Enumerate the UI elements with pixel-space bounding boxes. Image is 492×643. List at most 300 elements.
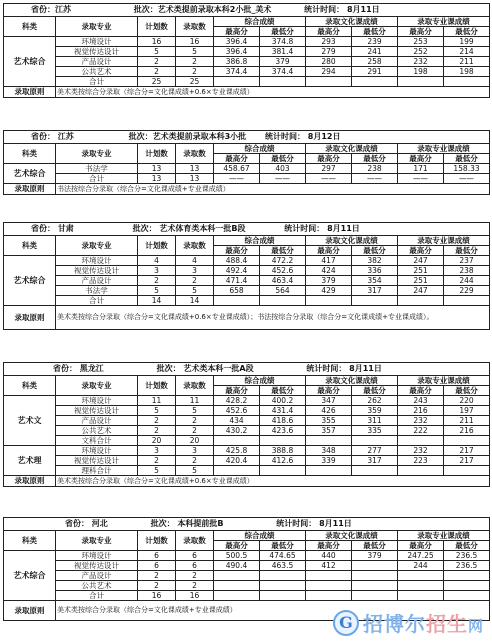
score-cell [444,436,490,446]
score-cell: 5 [176,286,214,296]
major-cell: 产品设计 [56,571,138,581]
score-cell: 458.67 [214,164,260,174]
header-culture: 录取文化课成绩 [306,17,398,27]
score-cell: 279 [306,47,352,57]
score-cell: 339 [306,456,352,466]
score-cell [214,571,260,581]
table-row [4,396,490,406]
score-cell: 463.4 [260,276,306,286]
score-cell [306,571,352,581]
header-pro: 录取专业课成绩 [398,531,490,541]
score-cell [444,581,490,591]
header-min: 最低分 [352,386,398,396]
major-cell: 合计 [56,174,138,184]
major-cell: 文科合计 [56,436,138,446]
province-label: 省份： 甘肃 [31,224,74,233]
score-cell: 5 [138,406,176,416]
header-major: 录取专业 [56,376,138,396]
watermark-brand: 招博尔 [362,612,426,636]
table-row [4,406,490,416]
score-cell: 379 [260,57,306,67]
header-category: 科类 [4,376,56,396]
score-cell: 426 [306,406,352,416]
major-cell: 环境设计 [56,37,138,47]
score-cell [260,296,306,306]
score-cell: 429 [306,286,352,296]
major-cell: 公共艺术 [56,426,138,436]
major-cell: 书法学 [56,164,138,174]
score-cell [214,581,260,591]
header-admit: 录取数 [176,17,214,37]
score-cell: 216 [444,426,490,436]
score-cell: 199 [444,37,490,47]
category-cell: 艺术理 [4,446,56,476]
score-cell: 2 [176,67,214,77]
score-cell: 3 [138,446,176,456]
score-cell: 488.4 [214,256,260,266]
score-cell [444,591,490,601]
header-max: 最高分 [306,154,352,164]
score-cell: 13 [176,174,214,184]
score-cell: 336 [352,266,398,276]
header-culture: 录取文化课成绩 [306,236,398,246]
score-cell [260,466,306,476]
major-cell: 合计 [56,77,138,87]
table-row [4,416,490,426]
score-cell: 472.2 [260,256,306,266]
table-row [4,551,490,561]
header-culture: 录取文化课成绩 [306,144,398,154]
score-cell [352,77,398,87]
header-min: 最低分 [260,27,306,37]
header-max: 最高分 [306,386,352,396]
score-cell [444,466,490,476]
rule-label: 录取原则 [4,306,56,330]
score-cell [306,466,352,476]
score-cell: 463.5 [260,561,306,571]
score-cell: 297 [306,164,352,174]
score-cell: 412 [306,561,352,571]
score-cell: 2 [138,426,176,436]
score-cell: 222 [398,426,444,436]
score-cell: 354 [352,276,398,286]
header-max: 最高分 [214,27,260,37]
header-category: 科类 [4,236,56,256]
score-cell: 262 [352,396,398,406]
score-cell: 11 [176,396,214,406]
score-cell: 243 [398,396,444,406]
score-cell: —— [260,174,306,184]
category-cell: 艺术综合 [4,256,56,306]
table-row [4,426,490,436]
score-cell: 2 [176,571,214,581]
score-cell: 2 [138,276,176,286]
score-cell: 400.2 [260,396,306,406]
header-max: 最高分 [398,246,444,256]
major-cell: 公共艺术 [56,581,138,591]
score-cell: 2 [176,581,214,591]
province-label: 省份： 黑龙江 [53,364,104,373]
score-cell: 25 [176,77,214,87]
admission-rule: 美术类按综合分录取（综合分=文化课成绩+0.6×专业课成绩）；书法按综合分录取（综合分=文化课成绩+专业课成绩）。 [56,306,490,330]
score-cell: 13 [176,164,214,174]
score-cell: 388.8 [260,446,306,456]
table-row [4,561,490,571]
score-cell: 171 [398,164,444,174]
score-cell: 6 [138,551,176,561]
score-cell: 13 [138,174,176,184]
score-cell: 16 [138,37,176,47]
score-cell: 374.4 [214,67,260,77]
score-cell: 294 [306,67,352,77]
score-cell: 471.4 [214,276,260,286]
score-cell: 3 [138,266,176,276]
table-row [4,286,490,296]
table-row [4,436,490,446]
score-cell: 2 [138,581,176,591]
table-row [4,77,490,87]
header-culture: 录取文化课成绩 [306,376,398,386]
header-max: 最高分 [398,386,444,396]
score-cell: 214 [444,47,490,57]
score-cell: 382 [352,256,398,266]
score-cell [398,571,444,581]
score-cell: 247 [398,256,444,266]
score-cell: 217 [444,446,490,456]
score-cell: 158.33 [444,164,490,174]
score-cell: 347 [306,396,352,406]
table-row [4,266,490,276]
header-min: 最低分 [352,541,398,551]
province-label: 省份： 河北 [65,519,108,528]
header-max: 最高分 [306,541,352,551]
score-cell: 2 [138,456,176,466]
header-max: 最高分 [214,386,260,396]
score-cell: 2 [138,67,176,77]
header-min: 最低分 [260,386,306,396]
admission-rule: 美术类按综合分录取（综合分=文化课成绩+0.6×专业课成绩） [56,476,490,487]
score-cell: 237 [444,256,490,266]
header-composite: 综合成绩 [214,236,306,246]
header-pro: 录取专业课成绩 [398,17,490,27]
score-cell: 403 [260,164,306,174]
score-cell: 396.4 [214,47,260,57]
site-watermark [333,608,484,637]
score-cell: —— [352,174,398,184]
score-cell: 374.8 [260,37,306,47]
score-cell [214,436,260,446]
watermark-highlight: 招生 [425,612,468,636]
major-cell: 视觉传达设计 [56,266,138,276]
score-cell: 211 [444,416,490,426]
table-row [4,296,490,306]
major-cell: 视觉传达设计 [56,406,138,416]
admission-rule: 书法按综合分录取（综合分=文化课成绩+专业课成绩） [56,184,490,195]
header-max: 最高分 [306,27,352,37]
score-cell [260,581,306,591]
major-cell: 公共艺术 [56,67,138,77]
score-cell: 355 [306,416,352,426]
watermark-suffix: 网 [467,617,484,635]
score-cell: 252 [398,47,444,57]
header-max: 最高分 [214,246,260,256]
table-row [4,57,490,67]
score-cell: 386.8 [214,57,260,67]
category-cell: 艺术综合 [4,551,56,601]
score-cell [352,296,398,306]
header-composite: 综合成绩 [214,531,306,541]
score-cell [398,591,444,601]
header-major: 录取专业 [56,17,138,37]
batch-label: 批次：艺术类提前录取本科2小批_美术 [133,5,272,14]
header-composite: 综合成绩 [214,17,306,27]
score-cell: 239 [352,37,398,47]
score-cell [352,571,398,581]
score-cell [352,591,398,601]
admission-table-heilongjiang [3,362,489,487]
score-cell [214,296,260,306]
header-max: 最高分 [214,154,260,164]
score-cell: 247 [398,286,444,296]
score-cell: —— [306,174,352,184]
table-row [4,47,490,57]
score-cell: 244 [398,561,444,571]
score-cell: 425.8 [214,446,260,456]
header-pro: 录取专业课成绩 [398,144,490,154]
header-pro: 录取专业课成绩 [398,376,490,386]
score-cell: 2 [176,57,214,67]
major-cell: 环境设计 [56,396,138,406]
major-cell: 视觉传达设计 [56,561,138,571]
stat-time-label: 统计时间： 8月12日 [264,132,341,141]
score-cell: 236.5 [444,561,490,571]
score-cell: 5 [138,47,176,57]
table-row [4,67,490,77]
major-cell: 合计 [56,591,138,601]
major-cell: 环境设计 [56,551,138,561]
score-cell: 490.4 [214,561,260,571]
table-row [4,276,490,286]
score-cell: 232 [398,416,444,426]
score-cell: 2 [176,416,214,426]
batch-label: 批次： 艺术类本科一批A段 [156,364,254,373]
score-cell: 16 [176,591,214,601]
score-cell: 311 [352,416,398,426]
score-cell: 3 [176,446,214,456]
score-cell: 16 [138,591,176,601]
score-cell: 2 [138,416,176,426]
header-max: 最高分 [398,154,444,164]
score-cell: 223 [398,456,444,466]
score-cell: 4 [176,256,214,266]
table-row [4,256,490,266]
score-cell [260,571,306,581]
header-min: 最低分 [352,27,398,37]
table-title-bar [4,518,490,531]
major-cell: 产品设计 [56,416,138,426]
score-cell: 424 [306,266,352,276]
score-cell: 317 [352,456,398,466]
score-cell [306,296,352,306]
score-cell: 2 [176,276,214,286]
table-row [4,456,490,466]
major-cell: 环境设计 [56,256,138,266]
header-plan: 计划数 [138,531,176,551]
watermark-text [363,608,484,637]
score-cell: 251 [398,276,444,286]
score-cell: 357 [306,426,352,436]
header-admit: 录取数 [176,376,214,396]
score-cell [398,466,444,476]
stat-time-label: 统计时间： 8月11日 [284,224,360,233]
admission-table-hebei [3,517,489,621]
table-title-bar [4,363,490,376]
score-cell [260,436,306,446]
score-cell [306,581,352,591]
header-max: 最高分 [398,541,444,551]
score-cell [260,591,306,601]
score-cell: 6 [176,551,214,561]
header-min: 最低分 [444,154,490,164]
score-cell: 20 [176,436,214,446]
table-title-bar [4,4,490,17]
score-cell: 238 [352,164,398,174]
header-min: 最低分 [444,246,490,256]
score-cell: 2 [138,571,176,581]
major-cell: 产品设计 [56,276,138,286]
header-min: 最低分 [352,246,398,256]
score-cell: 418.6 [260,416,306,426]
score-cell: 474.65 [260,551,306,561]
header-min: 最低分 [260,246,306,256]
province-label: 省份： 江苏 [31,132,74,141]
header-min: 最低分 [444,386,490,396]
score-cell: 211 [444,57,490,67]
rule-label: 录取原则 [4,476,56,487]
header-composite: 综合成绩 [214,144,306,154]
score-cell: 244 [444,276,490,286]
admission-rule: 美术类按综合分录取（综合分=文化课成绩+专业课成绩） [56,601,490,621]
header-min: 最低分 [260,154,306,164]
major-cell: 理科合计 [56,466,138,476]
table-row [4,174,490,184]
rule-label: 录取原则 [4,601,56,621]
category-cell: 艺术综合 [4,37,56,87]
score-cell: 229 [444,286,490,296]
score-cell: 4 [138,256,176,266]
score-cell: 25 [138,77,176,87]
admission-rule: 美术类按综合分录取（综合分=文化课成绩+0.6×专业课成绩） [56,87,490,98]
score-cell: 428.2 [214,396,260,406]
header-category: 科类 [4,531,56,551]
score-cell [352,581,398,591]
score-cell: 241 [352,47,398,57]
score-cell: 381.4 [260,47,306,57]
header-min: 最低分 [352,154,398,164]
score-cell: 280 [306,57,352,67]
major-cell: 视觉传达设计 [56,456,138,466]
header-category: 科类 [4,144,56,164]
score-cell: 500.5 [214,551,260,561]
stat-time-label: 统计时间： 8月11日 [304,5,380,14]
score-cell: 217 [444,456,490,466]
score-cell: 16 [176,37,214,47]
score-cell [444,77,490,87]
header-major: 录取专业 [56,236,138,256]
province-label: 省份：江苏 [31,5,71,14]
score-cell [444,571,490,581]
score-cell: 13 [138,164,176,174]
score-cell: 14 [176,296,214,306]
admission-table-gansu [3,222,489,330]
score-cell: 431.4 [260,406,306,416]
score-cell: 232 [398,446,444,456]
score-cell: 197 [444,406,490,416]
table-row [4,37,490,47]
score-cell: 317 [352,286,398,296]
score-cell: 417 [306,256,352,266]
score-cell: 564 [260,286,306,296]
score-cell: 14 [138,296,176,306]
score-cell: —— [444,174,490,184]
score-cell: 374.4 [260,67,306,77]
score-cell: —— [214,174,260,184]
score-cell: 238 [444,266,490,276]
score-cell: 5 [138,286,176,296]
admission-table-jiangsu-2 [3,130,489,195]
score-cell: 20 [138,436,176,446]
score-cell [352,561,398,571]
header-min: 最低分 [260,541,306,551]
score-cell: 396.4 [214,37,260,47]
header-plan: 计划数 [138,17,176,37]
major-cell: 产品设计 [56,57,138,67]
header-plan: 计划数 [138,376,176,396]
score-cell [398,296,444,306]
score-cell: 291 [352,67,398,77]
score-cell [306,436,352,446]
score-cell: 452.6 [214,406,260,416]
score-cell: 658 [214,286,260,296]
header-major: 录取专业 [56,531,138,551]
score-cell: 359 [352,406,398,416]
batch-label: 批次： 本科提前批B [150,519,224,528]
score-cell: 232 [398,57,444,67]
score-cell: 335 [352,426,398,436]
score-cell [306,77,352,87]
header-max: 最高分 [398,27,444,37]
score-cell: 434 [214,416,260,426]
score-cell: 5 [138,466,176,476]
table-row [4,581,490,591]
header-major: 录取专业 [56,144,138,164]
score-cell: 253 [398,37,444,47]
score-cell: 423.6 [260,426,306,436]
score-cell: 430.2 [214,426,260,436]
stat-time-label: 统计时间： 8月11日 [276,519,352,528]
table-title-bar [4,131,490,144]
rule-label: 录取原则 [4,87,56,98]
score-cell: 5 [176,47,214,57]
score-cell: 216 [398,406,444,416]
header-min: 最低分 [444,541,490,551]
score-cell: 492.4 [214,266,260,276]
score-cell: 412.6 [260,456,306,466]
major-cell: 合计 [56,296,138,306]
header-pro: 录取专业课成绩 [398,236,490,246]
header-min: 最低分 [444,27,490,37]
score-cell: 198 [444,67,490,77]
